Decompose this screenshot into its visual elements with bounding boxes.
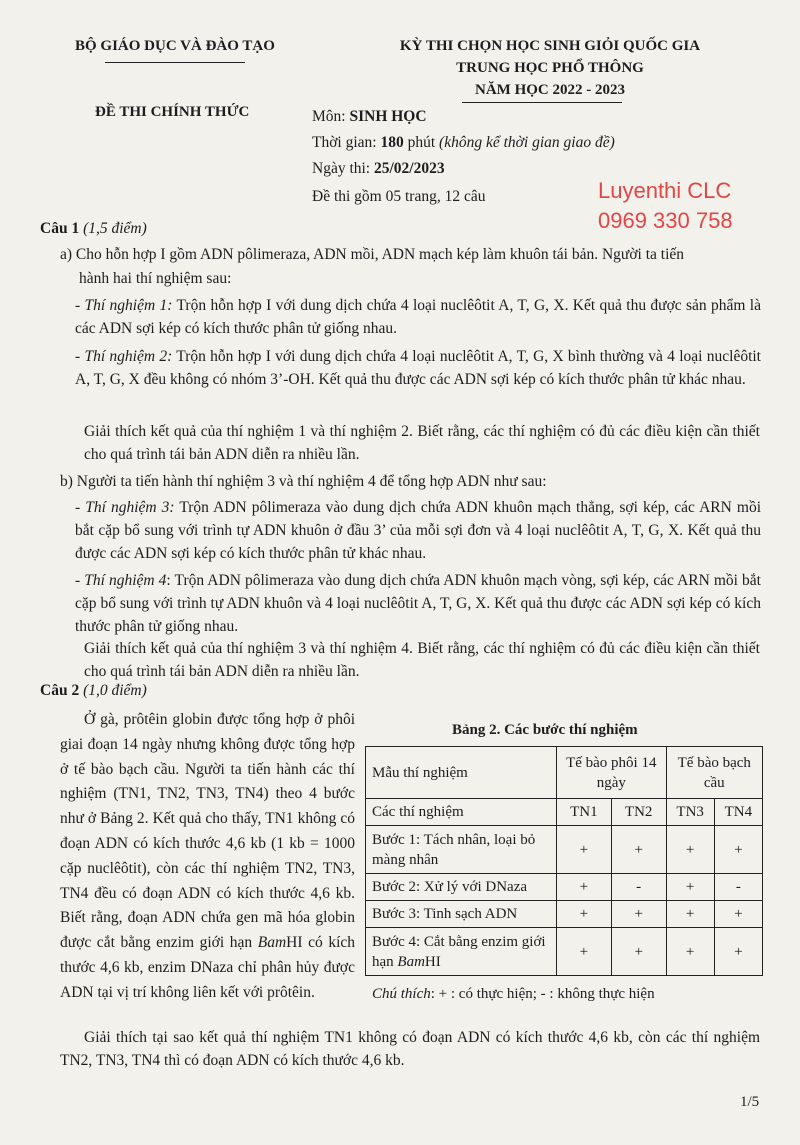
step-mark: + [666,826,714,874]
step-label: Bước 4: Cắt bằng enzim giới hạn BamHI [366,928,557,976]
table-header-embryo: Tế bào phôi 14 ngày [557,747,667,799]
q1b-explain: Giải thích kết quả của thí nghiệm 3 và thí nghiệm 4. Biết rằng, các thí nghiệm có đủ các điều kiện cần thiết cho quá trình tái bản ADN diễn ra nhiều lần. [84,640,760,680]
q2-question: Giải thích tại sao kết quả thí nghiệm TN1 không có đoạn ADN có kích thước 4,6 kb, còn các thí nghiệm TN2, TN3, TN4 thì có đoạn ADN có kích thước 4,6 kb. [60,1029,760,1069]
q2-heading: Câu 2 (1,0 điểm) [40,682,147,699]
table-header-leukocyte: Tế bào bạch cầu [666,747,762,799]
table-row-label: Các thí nghiệm [366,799,557,826]
step-mark: - [714,874,762,901]
step-mark: + [611,826,666,874]
step-label: Bước 3: Tinh sạch ADN [366,901,557,928]
q1-experiment-4: - Thí nghiệm 4: Trộn ADN pôlimeraza vào dung dịch chứa ADN khuôn mạch vòng, sợi kép, các ARN mồi bắt cặp bổ sung với trình tự ADN khuôn và 4 loại nuclêôtit A, T, G, X. Kết quả thu được các ADN sợi kép có kích thước phân tử giống nhau. [75,572,761,635]
step-mark: + [611,901,666,928]
q1a-line1: a) Cho hỗn hợp I gồm ADN pôlimeraza, ADN mồi, ADN mạch kép làm khuôn tái bản. Người ta tiến [60,246,685,263]
subject-name: SINH HỌC [349,108,427,125]
step-mark: + [557,826,612,874]
tn-name: TN2 [611,799,666,826]
tn-name: TN4 [714,799,762,826]
q1a-explain: Giải thích kết quả của thí nghiệm 1 và thí nghiệm 2. Biết rằng, các thí nghiệm có đủ các điều kiện cần thiết cho quá trình tái bản ADN diễn ra nhiều lần. [84,423,760,463]
table-header-sample: Mẫu thí nghiệm [366,747,557,799]
exam-title-line2: TRUNG HỌC PHỔ THÔNG [456,60,644,76]
step-mark: - [611,874,666,901]
official-exam-label: ĐỀ THI CHÍNH THỨC [95,104,250,120]
step-mark: + [666,928,714,976]
step-mark: + [557,901,612,928]
ministry-name: BỘ GIÁO DỤC VÀ ĐÀO TẠO [75,38,275,54]
page-number: 1/5 [740,1094,760,1110]
q1a-line2: hành hai thí nghiệm sau: [79,270,232,287]
step-mark: + [666,874,714,901]
exam-title-line3: NĂM HỌC 2022 - 2023 [475,82,625,98]
q1-experiment-2: - Thí nghiệm 2: Trộn hỗn hợp I với dung dịch chứa 4 loại nuclêôtit A, T, G, X bình thường và 4 loại nuclêôtit A, T, G, X đều không có nhóm 3’-OH. Kết quả thu được các ADN sợi kép có kích thước phân tử khác nhau. [75,348,761,388]
step-mark: + [557,928,612,976]
q1-experiment-1: - Thí nghiệm 1: Trộn hỗn hợp I với dung dịch chứa 4 loại nuclêôtit A, T, G, X. Kết quả thu được sản phẩm là các ADN sợi kép có kích thước phân tử giống nhau. [75,297,761,337]
q1b-line: b) Người ta tiến hành thí nghiệm 3 và thí nghiệm 4 để tổng hợp ADN như sau: [60,473,547,490]
date-line: Ngày thi: 25/02/2023 [312,160,445,177]
q1-experiment-3: - Thí nghiệm 3: Trộn ADN pôlimeraza vào dung dịch chứa ADN khuôn mạch thẳng, sợi kép, các ARN mồi bắt cặp bổ sung với trình tự ADN khuôn ở đầu 3’ của mỗi sợi đơn và 4 loại nuclêôtit A, T, G, X. Kết quả thu được các ADN sợi kép có kích thước phân tử khác nhau. [75,499,761,562]
step-mark: + [666,901,714,928]
q1-heading: Câu 1 (1,5 điểm) [40,220,147,237]
step-mark: + [557,874,612,901]
pages-info: Đề thi gồm 05 trang, 12 câu [312,188,486,205]
exam-title-line1: KỲ THI CHỌN HỌC SINH GIỎI QUỐC GIA [399,38,701,54]
subject-line: Môn: SINH HỌC [312,108,427,125]
watermark-name: Luyenthi CLC [598,178,732,203]
step-mark: + [714,826,762,874]
table-note: Chú thích: + : có thực hiện; - : không thực hiện [372,986,655,1002]
watermark-phone: 0969 330 758 [598,208,733,233]
step-mark: + [611,928,666,976]
tn-name: TN1 [557,799,612,826]
step-mark: + [714,901,762,928]
step-label: Bước 1: Tách nhân, loại bỏ màng nhân [366,826,557,874]
step-label: Bước 2: Xử lý với DNaza [366,874,557,901]
time-line: Thời gian: 180 phút (không kể thời gian giao đề) [312,134,615,151]
step-mark: + [714,928,762,976]
experiment-table [365,746,763,976]
q2-intro: Ở gà, prôtêin globin được tổng hợp ở phôi giai đoạn 14 ngày nhưng không được tổng hợp ở tế bào bạch cầu. Người ta tiến hành các thí nghiệm (TN1, TN2, TN3, TN4) theo 4 bước như ở Bảng 2. Kết quả cho thấy, TN1 không có đoạn ADN có kích thước 4,6 kb (1 kb = 1000 cặp nuclêôtit), còn các thí nghiệm TN2, TN3, TN4 đều có đoạn ADN có kích thước 4,6 kb. Biết rằng, đoạn ADN chứa gen mã hóa globin được cắt bằng enzim giới hạn BamHI có kích thước 4,6 kb, enzim DNaza chỉ phân hủy được ADN tại vị trí không liên kết với prôtêin. [60,711,356,1001]
table-title: Bảng 2. Các bước thí nghiệm [452,722,638,738]
tn-name: TN3 [666,799,714,826]
ministry-underline [105,62,245,63]
exam-title-underline [462,102,622,103]
